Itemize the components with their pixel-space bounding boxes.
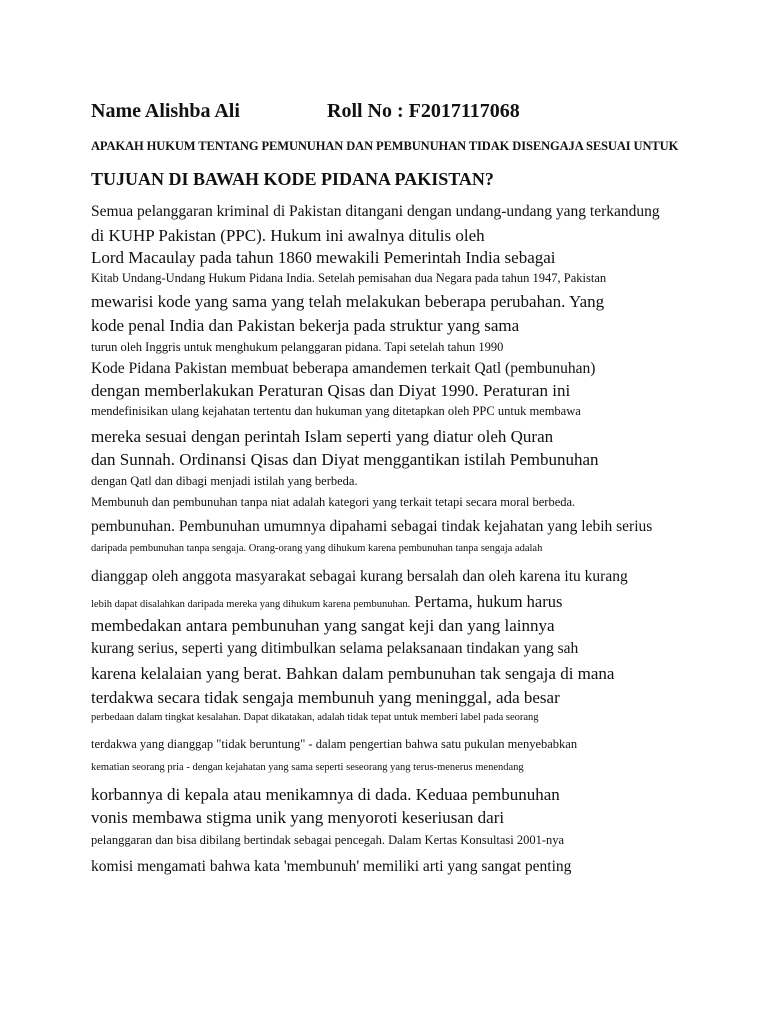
title-line-1: APAKAH HUKUM TENTANG PEMUNUHAN DAN PEMBUNUHAN TIDAK DISENGAJA SESUAI UNTUK (91, 139, 679, 153)
body-line-small-part: lebih dapat disalahkan daripada mereka yang dihukum karena pembunuhan. (91, 599, 411, 610)
body-line: dengan memberlakukan Peraturan Qisas dan Diyat 1990. Peraturan ini (91, 381, 571, 400)
body-line: kematian seorang pria - dengan kejahatan yang sama seperti seseorang yang terus-menerus menendang (91, 762, 524, 773)
body-line: korbannya di kepala atau menikamnya di dada. Keduaa pembunuhan (91, 785, 560, 804)
body-line: pelanggaran dan bisa dibilang bertindak sebagai pencegah. Dalam Kertas Konsultasi 2001-nya (91, 833, 565, 847)
body-line: terdakwa yang dianggap "tidak beruntung" - dalam pengertian bahwa satu pukulan menyebabkan (91, 737, 578, 751)
body-line: komisi mengamati bahwa kata 'membunuh' memiliki arti yang sangat penting (91, 858, 572, 875)
body-line-mixed (91, 592, 562, 612)
body-line: Lord Macaulay pada tahun 1860 mewakili Pemerintah India sebagai (91, 248, 556, 267)
body-line: pembunuhan. Pembunuhan umumnya dipahami sebagai tindak kejahatan yang lebih serius (91, 518, 653, 535)
body-line: kode penal India dan Pakistan bekerja pada struktur yang sama (91, 316, 520, 335)
body-line: daripada pembunuhan tanpa sengaja. Orang-orang yang dihukum karena pembunuhan tanpa sengaja adalah (91, 543, 543, 554)
body-line: di KUHP Pakistan (PPC). Hukum ini awalnya ditulis oleh (91, 226, 485, 245)
body-line: dan Sunnah. Ordinansi Qisas dan Diyat menggantikan istilah Pembunuhan (91, 450, 599, 469)
body-line: Membunuh dan pembunuhan tanpa niat adalah kategori yang terkait tetapi secara moral berbeda. (91, 495, 576, 509)
title-line-2: TUJUAN DI BAWAH KODE PIDANA PAKISTAN? (91, 169, 494, 189)
body-line: kurang serius, seperti yang ditimbulkan selama pelaksanaan tindakan yang sah (91, 640, 579, 657)
body-line: Kode Pidana Pakistan membuat beberapa amandemen terkait Qatl (pembunuhan) (91, 360, 596, 377)
body-line: turun oleh Inggris untuk menghukum pelanggaran pidana. Tapi setelah tahun 1990 (91, 340, 504, 354)
roll-number: Roll No : F2017117068 (327, 100, 520, 122)
body-line: mewarisi kode yang sama yang telah melakukan beberapa perubahan. Yang (91, 292, 605, 311)
body-line: perbedaan dalam tingkat kesalahan. Dapat dikatakan, adalah tidak tepat untuk memberi label pada seorang (91, 712, 539, 723)
body-line: membedakan antara pembunuhan yang sangat keji dan yang lainnya (91, 616, 555, 635)
body-line-large-part: Pertama, hukum harus (410, 592, 563, 611)
body-line: mendefinisikan ulang kejahatan tertentu dan hukuman yang ditetapkan oleh PPC untuk membawa (91, 404, 581, 418)
student-header (91, 100, 520, 123)
body-line: terdakwa secara tidak sengaja membunuh yang meninggal, ada besar (91, 688, 560, 707)
body-line: dianggap oleh anggota masyarakat sebagai kurang bersalah dan oleh karena itu kurang (91, 568, 628, 585)
body-line: dengan Qatl dan dibagi menjadi istilah yang berbeda. (91, 474, 358, 488)
body-line: vonis membawa stigma unik yang menyoroti keseriusan dari (91, 808, 505, 827)
student-name: Name Alishba Ali (91, 100, 240, 122)
body-line: mereka sesuai dengan perintah Islam seperti yang diatur oleh Quran (91, 427, 554, 446)
body-line: Semua pelanggaran kriminal di Pakistan ditangani dengan undang-undang yang terkandung (91, 203, 660, 220)
body-line: Kitab Undang-Undang Hukum Pidana India. Setelah pemisahan dua Negara pada tahun 1947, Pakistan (91, 271, 607, 285)
body-line: karena kelalaian yang berat. Bahkan dalam pembunuhan tak sengaja di mana (91, 664, 615, 683)
